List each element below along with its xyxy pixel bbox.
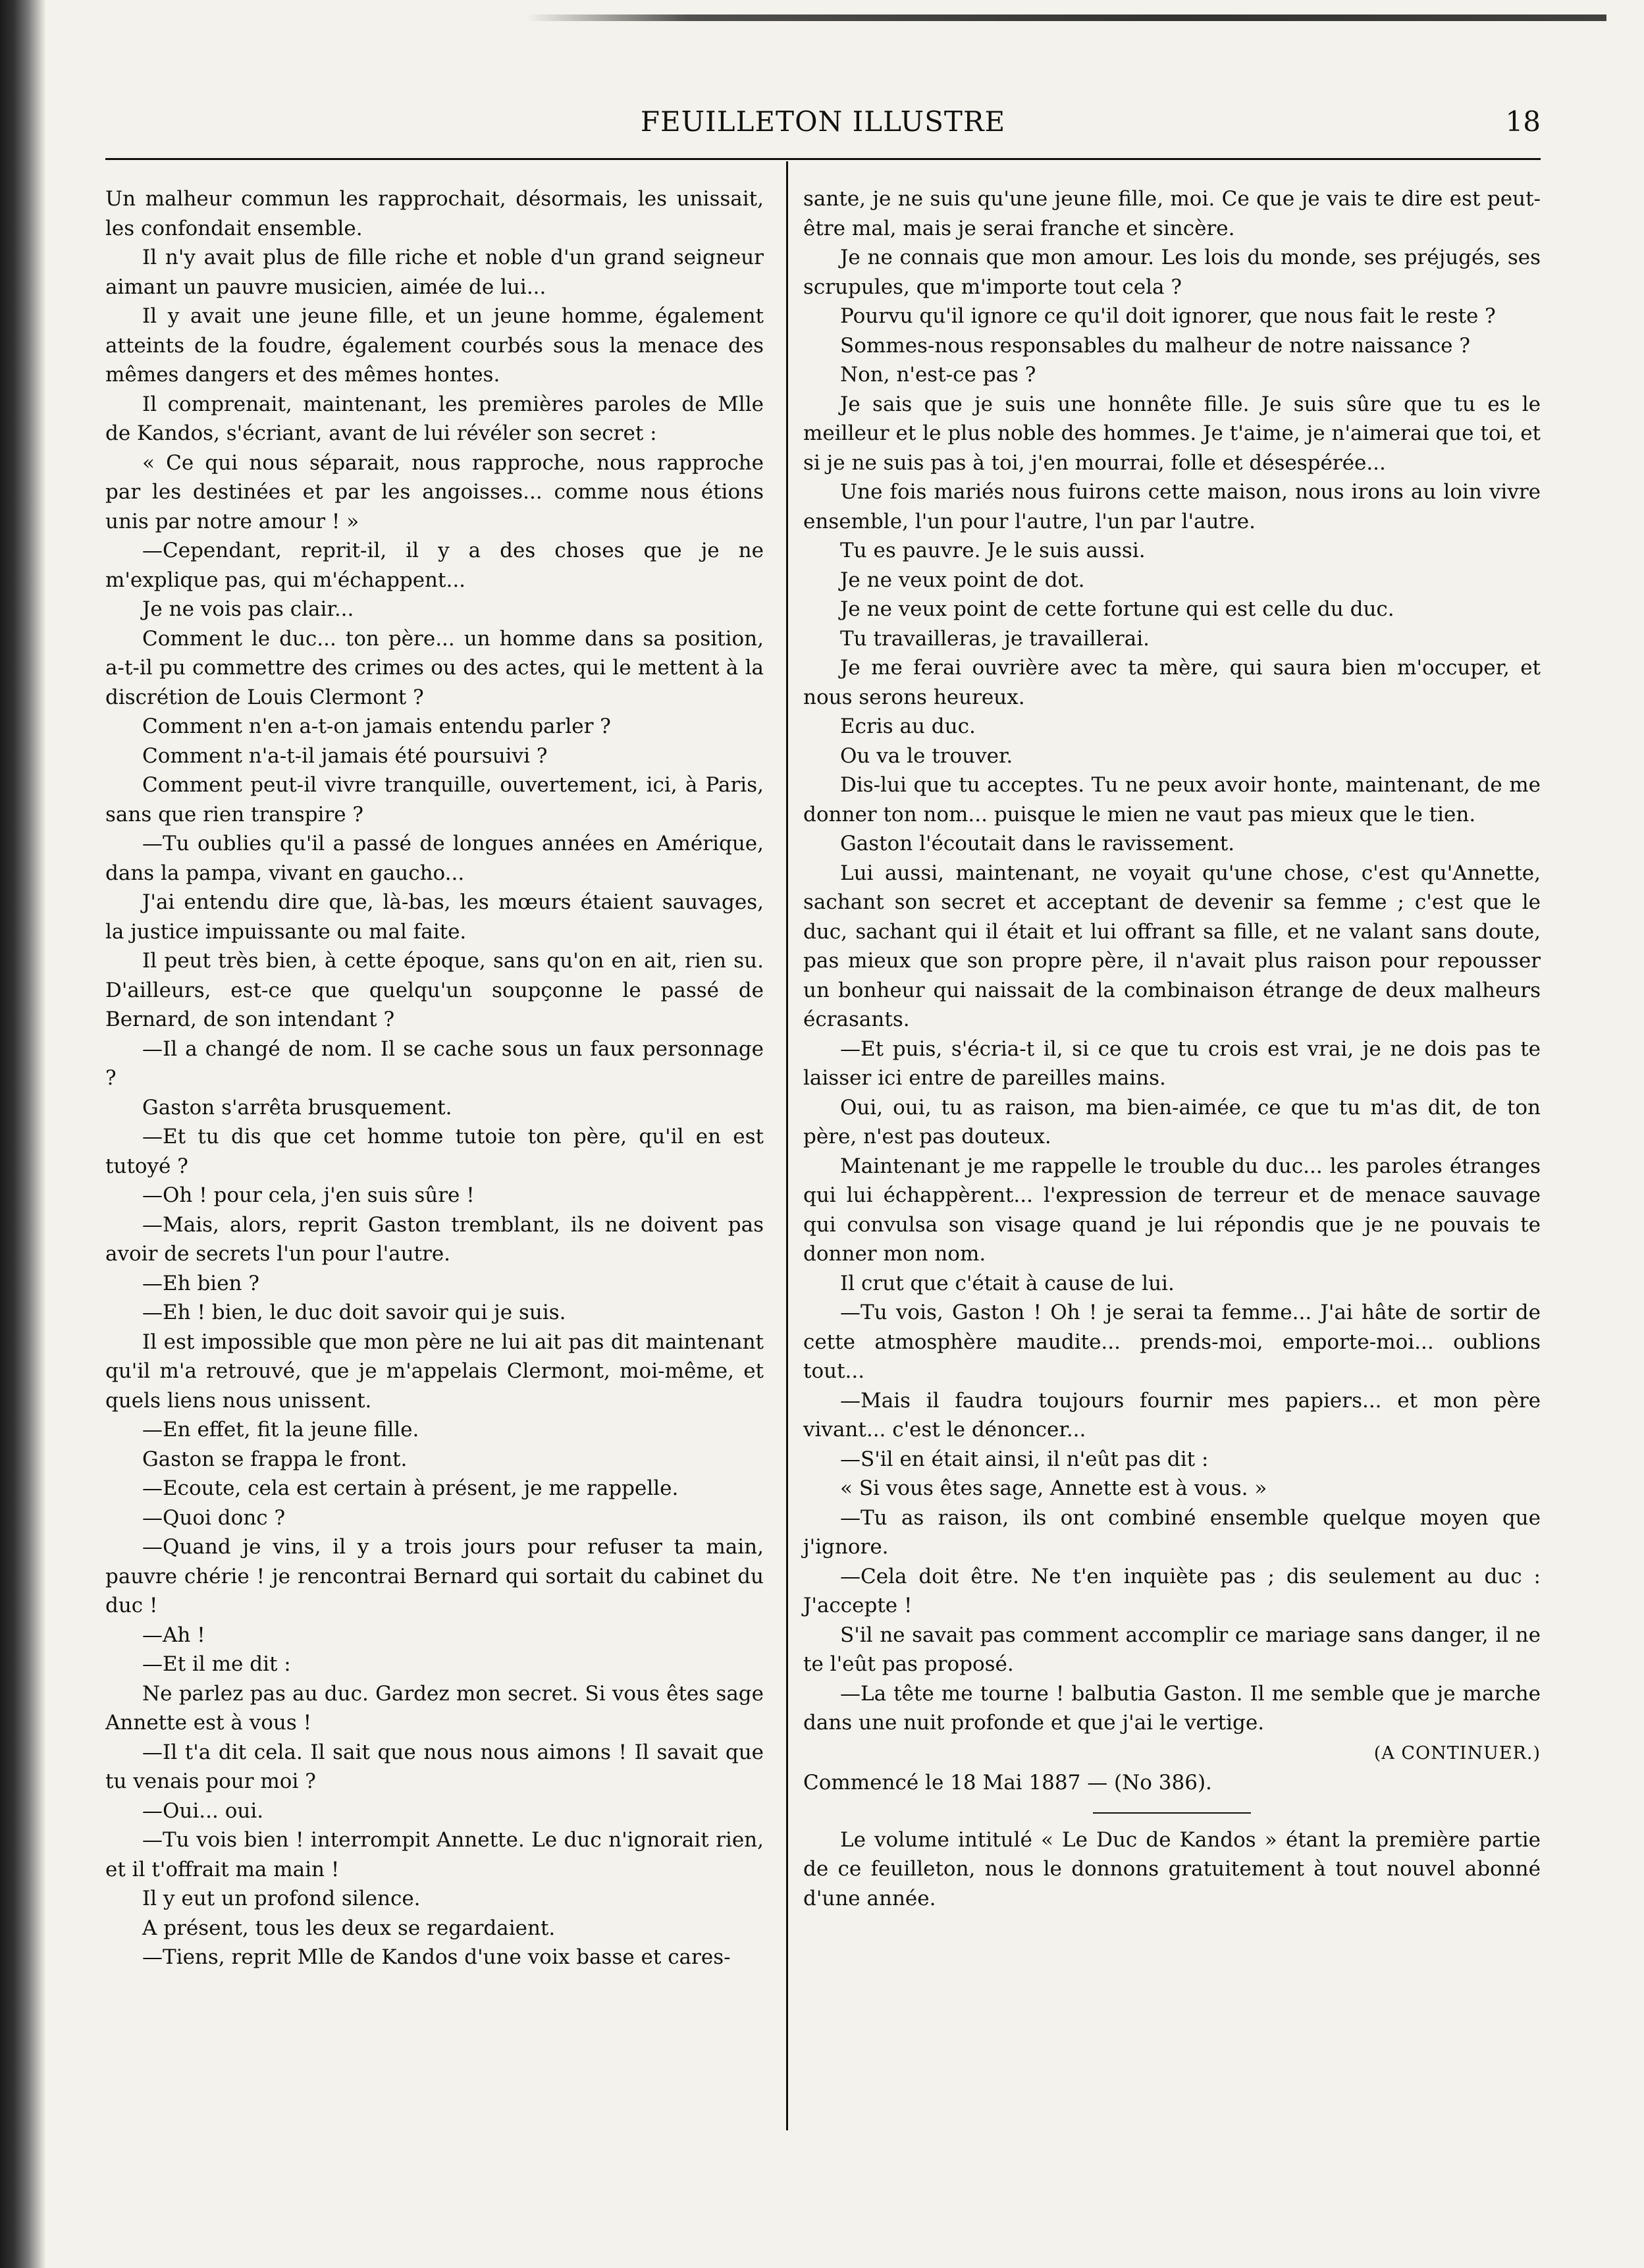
paragraph: Lui aussi, maintenant, ne voyait qu'une chose, c'est qu'Annette, sachant son secret et acceptant de devenir sa femme ; c'est que le duc, sachant qui il était et lui offrant sa fille, et ne valant sans doute, pas mieux que son propre père, il n'avait plus raison pour repousser un bonheur qui naissait de la combinaison étrange de deux malheurs écrasants. — [803, 861, 1541, 1031]
paragraph: —Oui... oui. — [142, 1798, 264, 1823]
paragraph: —Et tu dis que cet homme tutoie ton père, qu'il en est tutoyé ? — [105, 1125, 764, 1178]
paragraph: « Ce qui nous séparait, nous rapproche, nous rapproche par les destinées et par les angoisses... comme nous étions unis par notre amour ! » — [105, 450, 764, 533]
paragraph: —Tu vois, Gaston ! Oh ! je serai ta femme... J'ai hâte de sortir de cette atmosphère maudite... prends-moi, emporte-moi... oublions tout... — [803, 1301, 1541, 1383]
left-column — [105, 184, 764, 1972]
paragraph: Tu es pauvre. Je le suis aussi. — [840, 539, 1146, 562]
paragraph: —La tête me tourne ! balbutia Gaston. Il me semble que je marche dans une nuit profonde et que j'ai le vertige. — [803, 1681, 1541, 1735]
right-column — [803, 184, 1541, 1913]
paragraph: —Quoi donc ? — [142, 1505, 286, 1530]
paragraph: —Oh ! pour cela, j'en suis sûre ! — [142, 1183, 475, 1207]
paragraph: A présent, tous les deux se regardaient. — [142, 1916, 556, 1940]
paragraph: Comment n'a-t-il jamais été poursuivi ? — [142, 743, 548, 768]
paragraph: Je ne connais que mon amour. Les lois du monde, ses préjugés, ses scrupules, que m'importe tout cela ? — [803, 246, 1541, 299]
paragraph: Il peut très bien, à cette époque, sans qu'on en ait, rien su. D'ailleurs, est-ce que quelqu'un soupçonne le passé de Bernard, de son intendant ? — [105, 949, 764, 1031]
paragraph: Non, n'est-ce pas ? — [840, 363, 1036, 387]
paragraph: Sommes-nous responsables du malheur de notre naissance ? — [840, 333, 1470, 358]
paragraph: Pourvu qu'il ignore ce qu'il doit ignorer, que nous fait le reste ? — [840, 304, 1496, 328]
paragraph: —Cela doit être. Ne t'en inquiète pas ; dis seulement au duc : J'accepte ! — [803, 1564, 1541, 1617]
paragraph: —Il t'a dit cela. Il sait que nous nous aimons ! Il savait que tu venais pour moi ? — [105, 1740, 764, 1793]
paragraph: —Ecoute, cela est certain à présent, je me rappelle. — [142, 1476, 679, 1500]
paragraph: —Eh bien ? — [142, 1271, 259, 1295]
paragraph: Gaston l'écoutait dans le ravissement. — [840, 832, 1235, 855]
paragraph: —S'il en était ainsi, il n'eût pas dit : — [840, 1447, 1209, 1471]
paragraph: Il n'y avait plus de fille riche et noble d'un grand seigneur aimant un pauvre musicien, aimée de lui... — [105, 246, 764, 299]
paragraph: Il y avait une jeune fille, et un jeune homme, également atteints de la foudre, également courbés sous la menace des mêmes dangers et des mêmes hontes. — [105, 304, 764, 387]
paragraph: Il y eut un profond silence. — [142, 1887, 421, 1910]
paragraph: Ecris au duc. — [840, 715, 976, 738]
paragraph: Je ne veux point de dot. — [840, 568, 1085, 592]
paragraph: —Tu as raison, ils ont combiné ensemble quelque moyen que j'ignore. — [803, 1505, 1541, 1559]
paragraph: Ne parlez pas au duc. Gardez mon secret. Si vous êtes sage Annette est à vous ! — [105, 1681, 764, 1735]
paragraph: —Cependant, reprit-il, il y a des choses que je ne m'explique pas, qui m'échappent... — [105, 539, 764, 592]
subscription-notice: Le volume intitulé « Le Duc de Kandos » étant la première partie de ce feuilleton, nous le donnons gratuitement à tout nouvel abonné d'une année. — [803, 1827, 1541, 1910]
paragraph: sante, je ne suis qu'une jeune fille, moi. Ce que je vais te dire est peut-être mal, mais je serai franche et sincère. — [803, 187, 1541, 240]
paragraph: Je me ferai ouvrière avec ta mère, qui saura bien m'occuper, et nous serons heureux. — [803, 656, 1541, 709]
header-rule — [105, 158, 1541, 160]
paragraph: —Quand je vins, il y a trois jours pour refuser ta main, pauvre chérie ! je rencontrai Bernard qui sortait du cabinet du duc ! — [105, 1535, 764, 1617]
paragraph: Comment peut-il vivre tranquille, ouvertement, ici, à Paris, sans que rien transpire ? — [105, 773, 764, 826]
paragraph: Il crut que c'était à cause de lui. — [840, 1271, 1175, 1295]
paragraph: —Il a changé de nom. Il se cache sous un faux personnage ? — [105, 1037, 764, 1090]
paragraph: Il est impossible que mon père ne lui ait pas dit maintenant qu'il m'a retrouvé, que je m'appelais Clermont, moi-même, et quels liens nous unissent. — [105, 1330, 764, 1413]
paragraph: Je ne veux point de cette fortune qui est celle du duc. — [840, 597, 1394, 621]
paragraph: —Ah ! — [142, 1623, 205, 1647]
paragraph: Ou va le trouver. — [840, 743, 1013, 768]
to-continue-label: (A CONTINUER.) — [1373, 1742, 1541, 1764]
paragraph: —En effet, fit la jeune fille. — [142, 1418, 419, 1442]
paragraph: —Tu oublies qu'il a passé de longues années en Amérique, dans la pampa, vivant en gaucho... — [105, 832, 764, 885]
running-title: FEUILLETON ILLUSTRE — [640, 105, 1006, 138]
scan-edge — [0, 0, 46, 2268]
paragraph: Dis-lui que tu acceptes. Tu ne peux avoir honte, maintenant, de me donner ton nom... puisque le mien ne vaut pas mieux que le tien. — [803, 773, 1541, 826]
paragraph: —Et il me dit : — [142, 1652, 291, 1676]
paragraph: —Tiens, reprit Mlle de Kandos d'une voix basse et cares- — [142, 1945, 731, 1969]
paragraph: Gaston se frappa le front. — [142, 1447, 408, 1471]
paragraph: Un malheur commun les rapprochait, désormais, les unissait, les confondait ensemble. — [105, 187, 764, 240]
paragraph: « Si vous êtes sage, Annette est à vous. » — [840, 1476, 1267, 1500]
paragraph: Comment le duc... ton père... un homme dans sa position, a-t-il pu commettre des crimes ou des actes, qui le mettent à la discrétion de Louis Clermont ? — [105, 626, 764, 709]
paragraph: Gaston s'arrêta brusquement. — [142, 1095, 452, 1120]
paragraph: —Mais il faudra toujours fournir mes papiers... et mon père vivant... c'est le dénoncer... — [803, 1388, 1541, 1442]
paragraph: —Tu vois bien ! interrompit Annette. Le duc n'ignorait rien, et il t'offrait ma main ! — [105, 1828, 764, 1881]
paragraph: Je sais que je suis une honnête fille. Je suis sûre que tu es le meilleur et le plus noble des hommes. Je t'aime, je n'aimerai que toi, et si je ne suis pas à toi, j'en mourrai, folle et désespérée... — [803, 392, 1541, 475]
paragraph: Comment n'en a-t-on jamais entendu parler ? — [142, 715, 611, 738]
paragraph: Maintenant je me rappelle le trouble du duc... les paroles étranges qui lui échappèrent... l'expression de terreur et de menace sauvage qui convulsa son visage quand je lui répondis que je ne pouvais te donner mon nom. — [803, 1154, 1541, 1266]
commenced-line: Commencé le 18 Mai 1887 — (No 386). — [803, 1771, 1212, 1795]
paragraph: J'ai entendu dire que, là-bas, les mœurs étaient sauvages, la justice impuissante ou mal faite. — [105, 890, 764, 944]
paragraph: S'il ne savait pas comment accomplir ce mariage sans danger, il ne te l'eût pas proposé. — [803, 1623, 1541, 1676]
column-divider — [786, 161, 788, 2130]
paragraph: —Et puis, s'écria-t il, si ce que tu crois est vrai, je ne dois pas te laisser ici entre de pareilles mains. — [803, 1037, 1541, 1090]
paragraph: Tu travailleras, je travaillerai. — [840, 626, 1150, 651]
paragraph: —Mais, alors, reprit Gaston tremblant, ils ne doivent pas avoir de secrets l'un pour l'autre. — [105, 1212, 764, 1266]
top-scan-line — [527, 14, 1606, 21]
paragraph: —Eh ! bien, le duc doit savoir qui je suis. — [142, 1301, 566, 1324]
page-header — [105, 105, 1541, 151]
paragraph: Il comprenait, maintenant, les premières paroles de Mlle de Kandos, s'écriant, avant de lui révéler son secret : — [105, 392, 764, 445]
paragraph: Oui, oui, tu as raison, ma bien-aimée, ce que tu m'as dit, de ton père, n'est pas douteux. — [803, 1095, 1541, 1148]
page-number: 18 — [1505, 105, 1541, 138]
paragraph: Je ne vois pas clair... — [142, 597, 354, 621]
separator-rule — [1093, 1812, 1251, 1814]
paragraph: Une fois mariés nous fuirons cette maison, nous irons au loin vivre ensemble, l'un pour l'autre, l'un par l'autre. — [803, 480, 1541, 533]
